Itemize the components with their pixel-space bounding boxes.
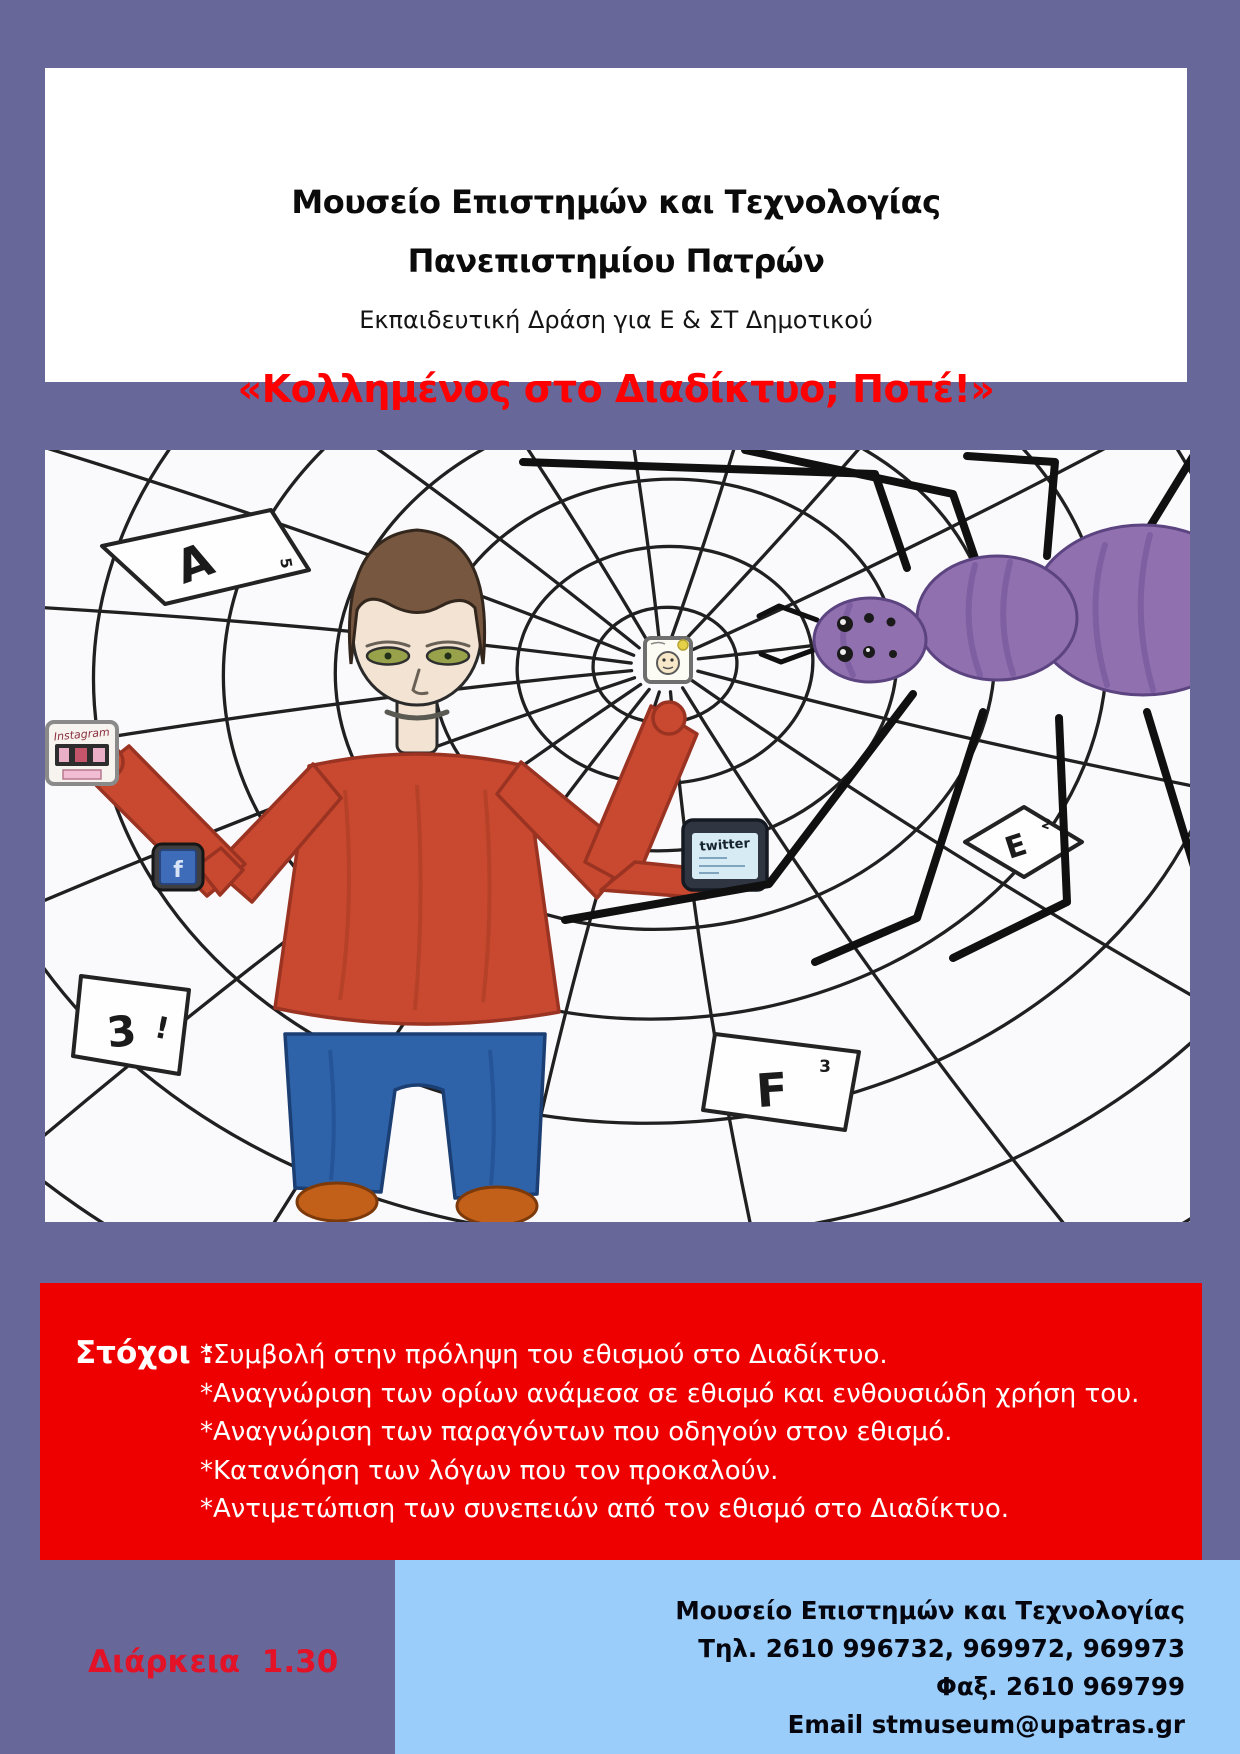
svg-text:E: E (1000, 827, 1032, 867)
contact-email: Email stmuseum@upatras.gr (787, 1710, 1185, 1739)
svg-text:3: 3 (104, 1005, 139, 1058)
svg-text:5: 5 (276, 556, 296, 570)
right-hand (653, 702, 685, 734)
web-drawing-illustration (45, 450, 1190, 1222)
instagram-label: Instagram (53, 725, 111, 744)
goals-label: Στόχοι : (75, 1335, 214, 1371)
facebook-phone (153, 844, 203, 890)
goal-item: *Κατανόηση των λόγων που τον προκαλούν. (200, 1455, 779, 1486)
header-subtitle: Εκπαιδευτική Δράση για Ε & ΣΤ Δημοτικού (359, 306, 873, 334)
left-pupil (385, 653, 392, 660)
letter-tile-3 (73, 976, 189, 1074)
illustration-panel (45, 450, 1190, 1222)
svg-text:A: A (168, 531, 221, 595)
twitter-tablet (683, 820, 767, 890)
goal-item: *Αναγνώριση των ορίων ανάμεσα σε εθισμό και ενθουσιώδη χρήση του. (200, 1378, 1140, 1409)
video-device (645, 638, 691, 682)
goals-list (200, 1336, 1200, 1529)
contact-phone: Τηλ. 2610 996732, 969972, 969973 (698, 1634, 1185, 1663)
spider-thorax (917, 556, 1077, 680)
goals-panel (40, 1283, 1202, 1560)
twitter-label: twitter (699, 836, 751, 855)
svg-text:!: ! (151, 1010, 173, 1048)
goal-item: *Αναγνώριση των παραγόντων που οδηγούν στον εθισμό. (200, 1417, 953, 1447)
left-shoe (297, 1183, 377, 1221)
contact-fax: Φαξ. 2610 969799 (936, 1672, 1185, 1701)
facebook-label: f (173, 858, 183, 883)
contact-museum-name: Μουσείο Επιστημών και Τεχνολογίας (675, 1596, 1185, 1625)
svg-text:3: 3 (819, 1057, 831, 1077)
contact-panel (395, 1560, 1240, 1754)
program-slogan: «Κολλημένος στο Διαδίκτυο; Ποτέ!» (237, 367, 995, 411)
header-panel (45, 68, 1187, 411)
museum-title-line2: Πανεπιστημίου Πατρών (407, 242, 825, 280)
goal-item: *Συμβολή στην πρόληψη του εθισμού στο Διαδίκτυο. (200, 1340, 888, 1370)
spider-head (814, 598, 926, 682)
svg-text:2: 2 (1039, 816, 1054, 834)
museum-title-line1: Μουσείο Επιστημών και Τεχνολογίας (291, 183, 941, 221)
duration-label: Διάρκεια 1.30 (88, 1644, 339, 1680)
right-shoe (457, 1187, 537, 1222)
instagram-device (47, 722, 117, 784)
goal-item: *Αντιμετώπιση των συνεπειών από τον εθισμό στο Διαδίκτυο. (200, 1494, 1010, 1524)
right-pupil (445, 653, 452, 660)
svg-text:F: F (754, 1062, 790, 1119)
